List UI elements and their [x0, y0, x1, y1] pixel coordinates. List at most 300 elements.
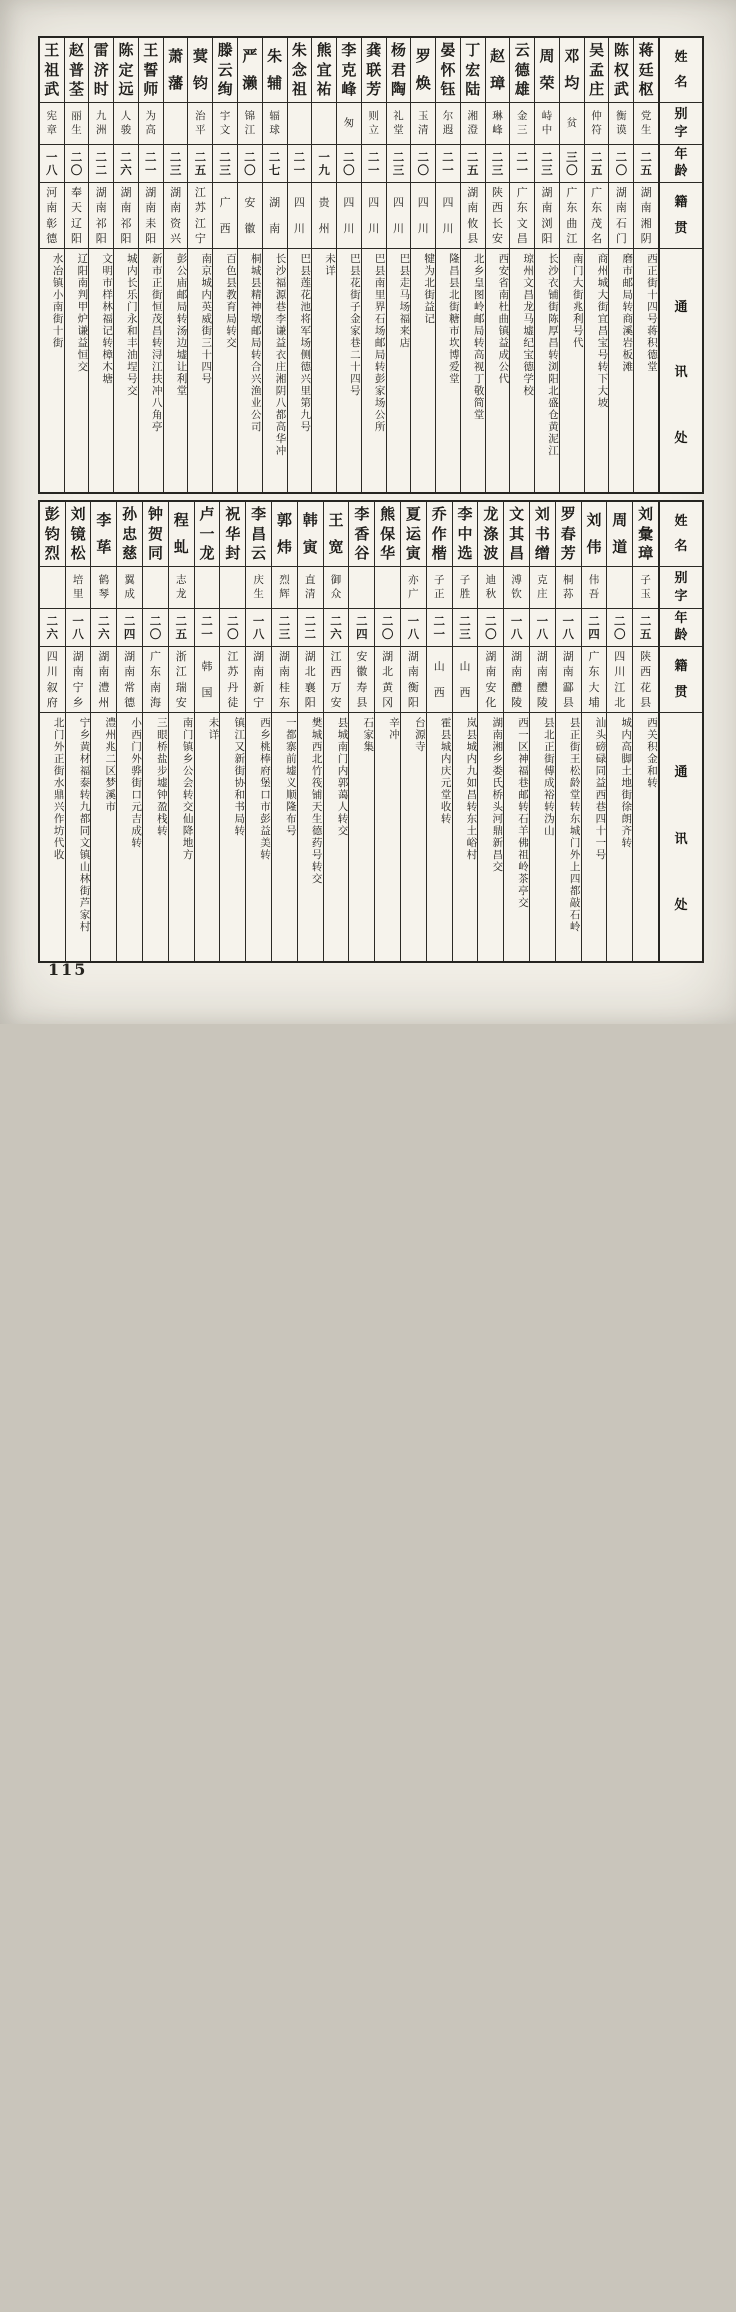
glyph: 李 — [341, 40, 357, 59]
byname-cell — [582, 567, 607, 609]
glyph: 祖 — [291, 80, 307, 99]
glyph: 〇 — [614, 627, 626, 641]
glyph: 为 — [145, 110, 157, 123]
glyph: 二 — [615, 149, 628, 164]
glyph: 六 — [330, 627, 342, 641]
glyph: 六 — [120, 163, 132, 177]
person-column — [374, 502, 400, 961]
glyph: 贯 — [674, 685, 688, 700]
glyph: 四 — [392, 196, 404, 210]
glyph: 宏 — [465, 60, 481, 79]
glyph: 卢 — [199, 504, 215, 523]
glyph: 章 — [46, 123, 57, 136]
glyph: 江 — [175, 665, 187, 679]
glyph: 一 — [562, 613, 574, 628]
glyph: 湘 — [640, 216, 652, 230]
byname-cell — [349, 567, 374, 609]
address-text: 石家集 — [362, 717, 375, 753]
glyph: 西 — [640, 665, 652, 679]
glyph: 二 — [367, 149, 380, 164]
native-cell — [324, 647, 349, 713]
name-cell — [585, 38, 609, 103]
glyph: 钰 — [440, 80, 456, 99]
glyph: 东 — [588, 665, 600, 679]
address-cell — [246, 713, 271, 961]
glyph: 四 — [293, 196, 305, 210]
address-cell — [117, 713, 142, 961]
native-cell — [461, 183, 485, 249]
glyph: 其 — [509, 524, 525, 543]
glyph: 直 — [304, 574, 316, 587]
name-cell — [411, 38, 435, 103]
glyph: 严 — [242, 47, 258, 66]
glyph: 二 — [278, 613, 291, 628]
address-cell — [40, 713, 65, 961]
person-column — [534, 38, 559, 492]
name-cell — [89, 38, 113, 103]
glyph: 八 — [252, 627, 265, 641]
age-cell — [164, 145, 188, 183]
glyph: 陵 — [511, 695, 523, 709]
glyph: 四 — [442, 196, 454, 210]
byname-cell — [117, 567, 142, 609]
glyph: 南 — [72, 665, 84, 679]
glyph: 通 — [674, 764, 688, 780]
person-column — [287, 38, 312, 492]
native-cell — [436, 183, 460, 249]
glyph: 北 — [614, 695, 626, 709]
glyph: 湖 — [72, 650, 84, 664]
glyph: 醴 — [511, 680, 523, 694]
glyph: 天 — [71, 201, 82, 215]
glyph: 六 — [98, 627, 110, 641]
glyph: 龄 — [674, 164, 688, 180]
native-cell — [272, 647, 297, 713]
address-text: 隆昌县北街糖市坎博爱堂 — [447, 253, 460, 385]
glyph: 慈 — [122, 544, 138, 563]
glyph: 五 — [590, 163, 603, 177]
header-native-label — [660, 647, 702, 713]
name-cell — [387, 38, 411, 103]
age-cell — [169, 609, 194, 647]
native-cell — [139, 183, 163, 249]
name-cell — [453, 502, 478, 567]
age-cell — [387, 145, 411, 183]
glyph: 四 — [614, 650, 626, 664]
glyph: 炜 — [276, 537, 292, 556]
glyph: 陆 — [465, 80, 481, 99]
glyph: 安 — [485, 680, 497, 694]
person-column — [163, 38, 188, 492]
name-cell — [427, 502, 452, 567]
glyph: 三 — [517, 123, 528, 136]
address-text: 长沙福源巷李谦益衣庄湘阴八都高华冲 — [274, 253, 287, 457]
native-cell — [298, 647, 323, 713]
byname-cell — [461, 103, 485, 145]
glyph: 湖 — [278, 650, 290, 664]
glyph: 伟 — [588, 574, 600, 587]
age-cell — [362, 145, 386, 183]
native-cell — [213, 183, 237, 249]
glyph: 〇 — [485, 627, 497, 641]
glyph: 南 — [511, 665, 523, 679]
address-cell — [89, 249, 113, 492]
age-cell — [312, 145, 336, 183]
glyph: 四 — [368, 196, 380, 210]
glyph: 焕 — [415, 73, 431, 92]
address-text: 西安省南杜曲镇益成公代 — [497, 253, 510, 385]
glyph: 宁 — [194, 231, 206, 245]
glyph: 二 — [175, 613, 187, 628]
address-text: 巴县南里界石场邮局转彭家场公所 — [373, 253, 386, 433]
glyph: 桐 — [562, 574, 574, 587]
glyph: 二 — [467, 149, 479, 164]
native-cell — [117, 647, 142, 713]
glyph: 耒 — [145, 216, 157, 230]
age-cell — [585, 145, 609, 183]
age-cell — [556, 609, 581, 647]
glyph: 五 — [194, 163, 207, 177]
glyph: 中 — [541, 123, 553, 136]
glyph: 祁 — [95, 216, 107, 230]
glyph: 御 — [330, 574, 342, 587]
native-cell — [246, 647, 271, 713]
age-cell — [65, 145, 89, 183]
byname-cell — [272, 567, 297, 609]
glyph: 籍 — [674, 659, 688, 674]
address-cell — [387, 249, 411, 492]
glyph: 志 — [176, 574, 187, 587]
glyph: 大 — [588, 680, 600, 694]
glyph: 李 — [96, 511, 112, 530]
glyph: 烈 — [279, 574, 290, 587]
glyph: 门 — [615, 231, 627, 245]
address-cell — [401, 713, 426, 961]
address-cell — [609, 249, 633, 492]
glyph: 川 — [392, 221, 404, 235]
name-cell — [213, 38, 237, 103]
native-cell — [375, 647, 400, 713]
byname-cell — [560, 103, 584, 145]
byname-cell — [220, 567, 245, 609]
glyph: 邓 — [564, 47, 580, 66]
glyph: 讯 — [674, 365, 688, 380]
glyph: 蓂 — [192, 47, 208, 66]
address-cell — [143, 713, 168, 961]
glyph: 茂 — [591, 216, 603, 230]
header-byname-label — [660, 103, 702, 145]
glyph: 二 — [381, 613, 394, 628]
glyph: 荃 — [69, 80, 85, 99]
name-cell — [362, 38, 386, 103]
directory-table-top — [38, 36, 704, 494]
native-cell — [427, 647, 452, 713]
age-cell — [40, 145, 64, 183]
glyph: 二 — [640, 149, 652, 164]
address-text: 长沙衣铺街陈厚昌转浏阳北盛仓黄泥江 — [546, 253, 559, 457]
glyph: 庆 — [253, 574, 264, 587]
glyph: 二 — [541, 149, 553, 164]
glyph: 字 — [674, 588, 688, 604]
glyph: 陈 — [118, 40, 134, 59]
glyph: 苏 — [227, 665, 239, 679]
age-cell — [411, 145, 435, 183]
age-cell — [337, 145, 361, 183]
person-column — [632, 502, 658, 961]
name-cell — [560, 38, 584, 103]
header-native-label — [660, 183, 702, 249]
native-cell — [169, 647, 194, 713]
glyph: 南 — [120, 201, 132, 215]
native-cell — [337, 183, 361, 249]
address-text: 小西门外骅街口元吉成转 — [130, 717, 143, 849]
address-text: 磨市邮局转商溪岩板滩 — [621, 253, 634, 373]
glyph: 别 — [674, 106, 688, 122]
address-cell — [375, 713, 400, 961]
glyph: 苏 — [194, 201, 206, 215]
glyph: 籍 — [674, 195, 688, 210]
glyph: 锦 — [244, 110, 256, 123]
glyph: 国 — [201, 685, 213, 699]
glyph: 二 — [149, 613, 162, 628]
address-cell — [436, 249, 460, 492]
glyph: 赵 — [490, 47, 506, 66]
glyph: 县 — [356, 695, 368, 709]
native-cell — [114, 183, 138, 249]
glyph: 谟 — [616, 123, 627, 136]
glyph: 子 — [640, 574, 651, 587]
glyph: 资 — [170, 216, 182, 230]
glyph: 四 — [417, 196, 429, 210]
glyph: 龙 — [483, 504, 499, 523]
glyph: 萧 — [168, 47, 184, 66]
glyph: 胜 — [459, 587, 471, 600]
glyph: 二 — [459, 613, 471, 628]
glyph: 姓 — [674, 513, 688, 529]
glyph: 遐 — [442, 123, 454, 136]
glyph: 高 — [145, 123, 157, 136]
glyph: 一 — [442, 163, 454, 177]
glyph: 花 — [640, 680, 652, 694]
glyph: 三 — [541, 163, 553, 177]
address-cell — [478, 713, 503, 961]
glyph: 正 — [433, 587, 445, 600]
age-cell — [143, 609, 168, 647]
byname-cell — [337, 103, 361, 145]
byname-cell — [478, 567, 503, 609]
glyph: 广 — [408, 587, 419, 600]
byname-cell — [411, 103, 435, 145]
glyph: 钟 — [147, 504, 163, 523]
glyph: 别 — [674, 570, 688, 586]
glyph: 县 — [640, 695, 652, 709]
byname-cell — [530, 567, 555, 609]
glyph: 澄 — [467, 123, 478, 136]
glyph: 安 — [175, 695, 187, 709]
glyph: 湖 — [170, 186, 182, 200]
glyph: 曲 — [566, 216, 578, 230]
address-text: 巴县莲花池将军场侧德兴里第九号 — [299, 253, 312, 433]
glyph: 宽 — [328, 537, 344, 556]
glyph: 衡 — [616, 110, 627, 123]
glyph: 辽 — [71, 216, 82, 230]
glyph: 子 — [433, 574, 445, 587]
glyph: 芳 — [366, 80, 382, 99]
glyph: 生 — [640, 123, 652, 136]
age-cell — [213, 145, 237, 183]
glyph: 二 — [516, 149, 529, 164]
name-cell — [288, 38, 312, 103]
glyph: 西 — [330, 665, 342, 679]
glyph: 〇 — [244, 163, 256, 177]
byname-cell — [486, 103, 510, 145]
address-text: 南门大街兆利号代 — [571, 253, 584, 349]
glyph: 二 — [169, 149, 182, 164]
glyph: 广 — [219, 196, 231, 210]
native-cell — [607, 647, 632, 713]
glyph: 谷 — [354, 544, 370, 563]
glyph: 琴 — [98, 587, 110, 600]
age-cell — [427, 609, 452, 647]
address-text: 三眼桥盐步墟钟盈栈转 — [155, 717, 168, 837]
glyph: 南 — [640, 201, 652, 215]
glyph: 寿 — [356, 680, 368, 694]
address-text: 未详 — [207, 717, 220, 741]
glyph: 刘 — [70, 504, 86, 523]
glyph: 江 — [227, 650, 239, 664]
byname-cell — [634, 103, 658, 145]
glyph: 五 — [639, 627, 652, 641]
address-cell — [362, 249, 386, 492]
address-text: 南京城内英威街三十四号 — [200, 253, 213, 385]
address-cell — [169, 713, 194, 961]
byname-cell — [535, 103, 559, 145]
age-cell — [436, 145, 460, 183]
glyph: 韩 — [302, 511, 318, 530]
glyph: 二 — [639, 613, 652, 628]
address-cell — [114, 249, 138, 492]
person-column — [348, 502, 374, 961]
native-cell — [510, 183, 534, 249]
glyph: 阳 — [95, 231, 107, 245]
person-column — [477, 502, 503, 961]
glyph: 伟 — [586, 537, 602, 556]
byname-cell — [607, 567, 632, 609]
native-cell — [387, 183, 411, 249]
header-column — [658, 502, 702, 961]
name-cell — [272, 502, 297, 567]
glyph: 徒 — [227, 695, 239, 709]
header-byname-label — [660, 567, 702, 609]
person-column — [88, 38, 113, 492]
glyph: 南 — [278, 665, 290, 679]
name-cell — [633, 502, 658, 567]
glyph: 朱 — [291, 40, 307, 59]
name-cell — [461, 38, 485, 103]
address-cell — [349, 713, 374, 961]
glyph: 荜 — [96, 537, 112, 556]
glyph: 誓 — [143, 60, 159, 79]
glyph: 阴 — [640, 231, 652, 245]
address-cell — [213, 249, 237, 492]
name-cell — [401, 502, 426, 567]
glyph: 桂 — [278, 680, 290, 694]
glyph: 州 — [98, 695, 110, 709]
address-text: 新市正街恒茂昌转浔江扶冲八角亭 — [150, 253, 163, 433]
glyph: 浏 — [541, 216, 553, 230]
glyph: 府 — [46, 695, 58, 709]
glyph: 钧 — [44, 524, 60, 543]
glyph: 刘 — [586, 511, 602, 530]
byname-cell — [213, 103, 237, 145]
native-cell — [143, 647, 168, 713]
byname-cell — [609, 103, 633, 145]
glyph: 镜 — [70, 524, 86, 543]
native-cell — [40, 183, 64, 249]
byname-cell — [288, 103, 312, 145]
person-column — [509, 38, 534, 492]
glyph: 湖 — [541, 186, 553, 200]
glyph: 安 — [244, 196, 256, 210]
native-cell — [238, 183, 262, 249]
glyph: 治 — [195, 110, 206, 123]
glyph: 南 — [467, 201, 479, 215]
byname-cell — [91, 567, 116, 609]
glyph: 李 — [354, 504, 370, 523]
name-cell — [535, 38, 559, 103]
glyph: 昌 — [251, 524, 267, 543]
glyph: 保 — [380, 524, 396, 543]
native-cell — [609, 183, 633, 249]
glyph: 阳 — [145, 231, 157, 245]
glyph: 川 — [46, 665, 58, 679]
glyph: 三 — [219, 163, 231, 177]
glyph: 武 — [613, 80, 629, 99]
address-text: 桐城县精神墩邮局转合兴渔业公司 — [249, 253, 262, 433]
glyph: 清 — [417, 123, 429, 136]
age-cell — [582, 609, 607, 647]
glyph: 姓 — [674, 49, 688, 65]
glyph: 川 — [343, 221, 355, 235]
glyph: 仲 — [591, 110, 602, 123]
native-cell — [164, 183, 188, 249]
native-cell — [89, 183, 113, 249]
person-column — [212, 38, 237, 492]
glyph: 念 — [291, 60, 307, 79]
glyph: 江 — [330, 650, 342, 664]
glyph: 金 — [517, 110, 528, 123]
glyph: 蒋 — [638, 40, 654, 59]
header-column — [658, 38, 702, 492]
address-text: 城内长乐门永和丰油埕号交 — [125, 253, 138, 397]
glyph: 云 — [251, 544, 267, 563]
glyph: 二 — [590, 149, 603, 164]
glyph: 子 — [459, 574, 471, 587]
person-column — [336, 38, 361, 492]
byname-cell — [89, 103, 113, 145]
glyph: 祁 — [120, 216, 132, 230]
glyph: 石 — [615, 216, 627, 230]
glyph: 〇 — [566, 163, 578, 177]
glyph: 吾 — [588, 587, 600, 600]
glyph: 湖 — [98, 650, 110, 664]
address-text: 商州城大街宜昌宝号转下大坡 — [596, 253, 609, 409]
glyph: 枢 — [638, 80, 654, 99]
glyph: 武 — [44, 80, 60, 99]
glyph: 人 — [120, 110, 132, 123]
glyph: 一 — [252, 613, 265, 628]
glyph: 瑞 — [175, 680, 187, 694]
